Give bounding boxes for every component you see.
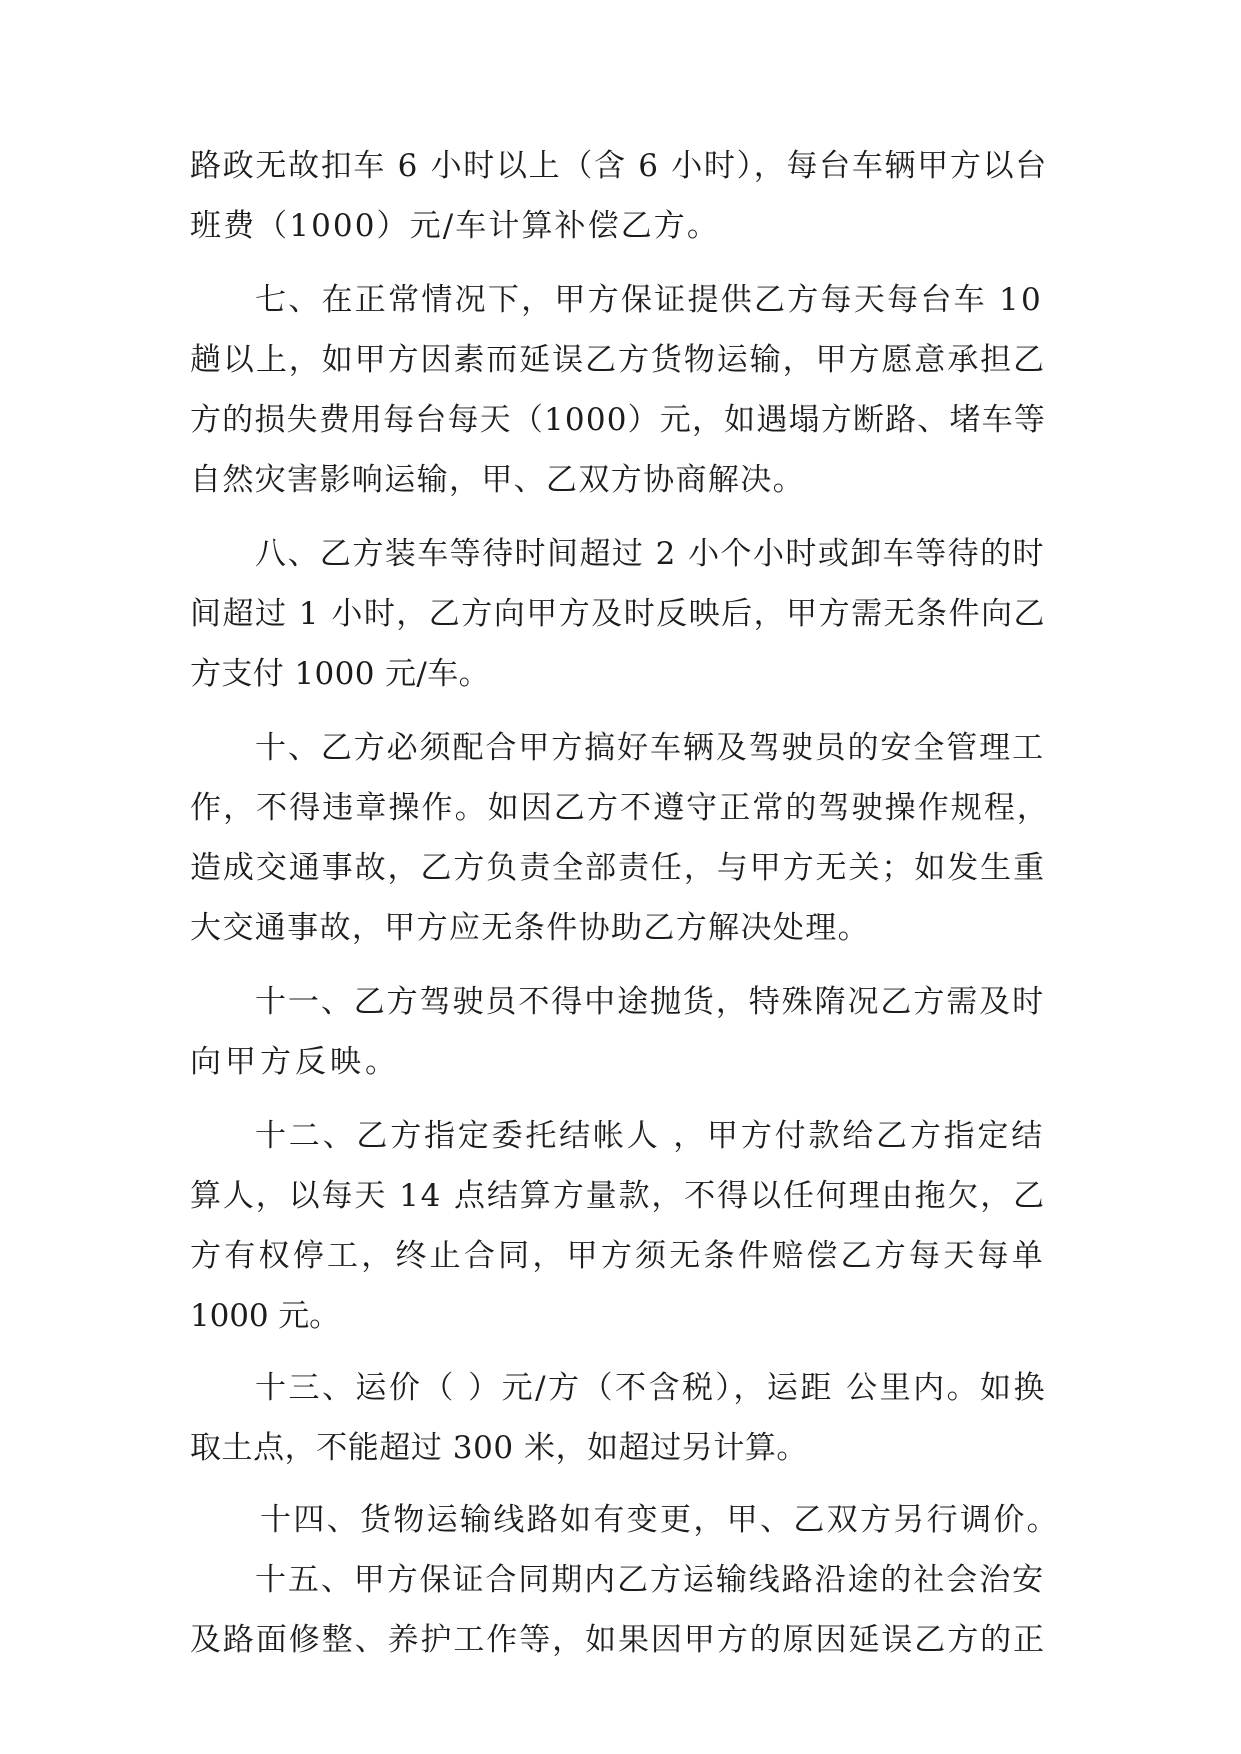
- text-line: [0, 838, 1241, 898]
- line-text: 向甲方反映。: [190, 1044, 400, 1080]
- line-text: 七、在正常情况下，甲方保证提供乙方每天每台车 10: [255, 282, 1043, 318]
- line-text: 方有权停工，终止合同，甲方须无条件赔偿乙方每天每单: [190, 1238, 1046, 1274]
- text-line: [0, 1358, 1241, 1418]
- text-line: [0, 898, 1241, 958]
- text-line: [0, 450, 1241, 510]
- text-line: [0, 1286, 1241, 1346]
- line-text: 十五、甲方保证合同期内乙方运输线路沿途的社会治安: [255, 1562, 1045, 1598]
- text-line: [0, 390, 1241, 450]
- line-text: 1000 元。: [190, 1298, 340, 1334]
- line-text: 作，不得违章操作。如因乙方不遵守正常的驾驶操作规程，: [190, 790, 1050, 826]
- line-text: 十四、货物运输线路如有变更，甲、乙双方另行调价。: [260, 1502, 1060, 1538]
- text-line: [0, 1610, 1241, 1670]
- text-line: [0, 778, 1241, 838]
- line-text: 方的损失费用每台每天（1000）元，如遇塌方断路、堵车等: [190, 402, 1046, 438]
- text-line: [0, 972, 1241, 1032]
- text-line: [0, 136, 1241, 196]
- text-line: [0, 1106, 1241, 1166]
- line-text: 及路面修整、养护工作等，如果因甲方的原因延误乙方的正: [190, 1622, 1046, 1658]
- text-line: [0, 718, 1241, 778]
- text-line: [0, 1550, 1241, 1610]
- text-line: [0, 1032, 1241, 1092]
- line-text: 十、乙方必须配合甲方搞好车辆及驾驶员的安全管理工: [255, 730, 1045, 766]
- line-text: 十三、运价（ ）元/方（不含税），运距 公里内。如换: [255, 1370, 1047, 1406]
- line-text: 方支付 1000 元/车。: [190, 656, 490, 692]
- text-line: [0, 1490, 1241, 1550]
- text-line: [0, 330, 1241, 390]
- line-text: 十二、乙方指定委托结帐人 ，甲方付款给乙方指定结: [255, 1118, 1045, 1154]
- text-line: [0, 584, 1241, 644]
- line-text: 自然灾害影响运输，甲、乙双方协商解决。: [190, 462, 805, 498]
- line-text: 路政无故扣车 6 小时以上（含 6 小时），每台车辆甲方以台: [190, 148, 1048, 184]
- text-line: [0, 1418, 1241, 1478]
- text-line: [0, 1226, 1241, 1286]
- text-line: [0, 196, 1241, 256]
- line-text: 间超过 1 小时，乙方向甲方及时反映后，甲方需无条件向乙: [190, 596, 1046, 632]
- text-line: [0, 270, 1241, 330]
- text-line: [0, 524, 1241, 584]
- line-text: 八、乙方装车等待时间超过 2 小个小时或卸车等待的时: [255, 536, 1045, 572]
- text-line: [0, 644, 1241, 704]
- line-text: 取土点，不能超过 300 米，如超过另计算。: [190, 1430, 808, 1466]
- line-text: 班费（1000）元/车计算补偿乙方。: [190, 208, 720, 244]
- line-text: 趟以上，如甲方因素而延误乙方货物运输，甲方愿意承担乙: [190, 342, 1046, 378]
- line-text: 造成交通事故，乙方负责全部责任，与甲方无关；如发生重: [190, 850, 1046, 886]
- line-text: 算人，以每天 14 点结算方量款，不得以任何理由拖欠，乙: [190, 1178, 1046, 1214]
- line-text: 大交通事故，甲方应无条件协助乙方解决处理。: [190, 910, 870, 946]
- text-line: [0, 1166, 1241, 1226]
- line-text: 十一、乙方驾驶员不得中途抛货，特殊隋况乙方需及时: [255, 984, 1045, 1020]
